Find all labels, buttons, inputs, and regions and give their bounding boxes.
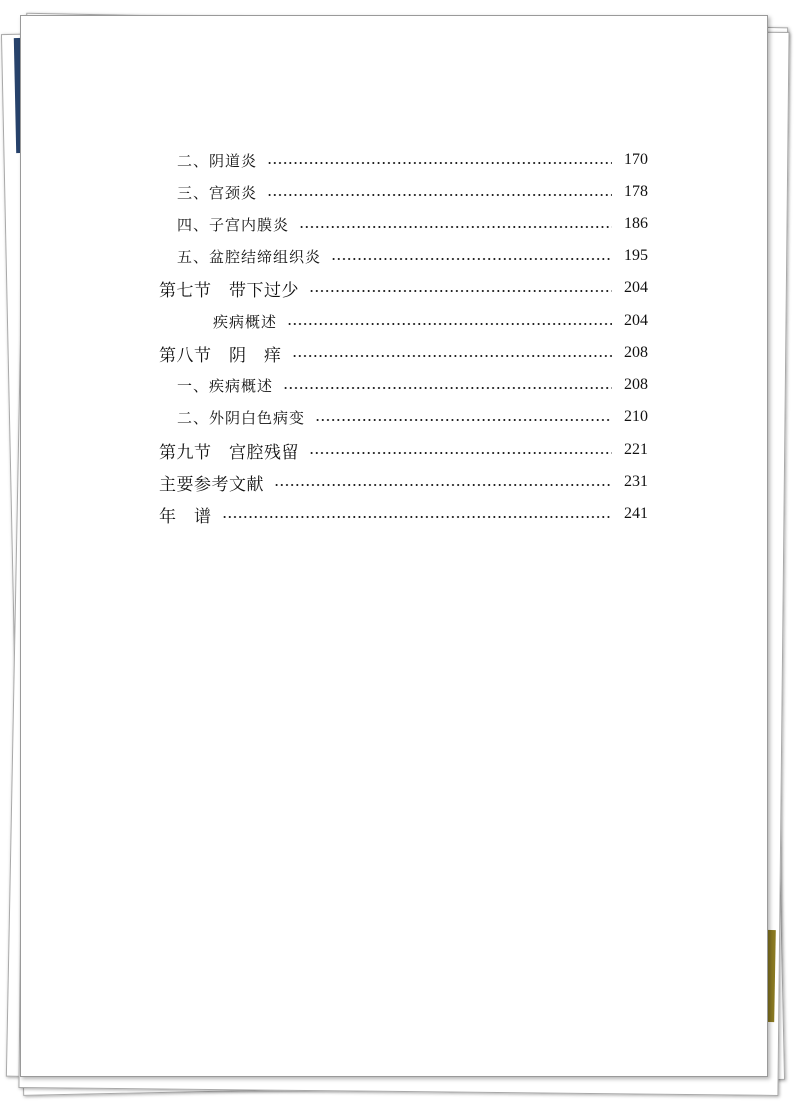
toc-leader-dots [274,484,612,486]
toc-entry[interactable] [21,403,767,431]
toc-entry[interactable] [21,371,767,399]
toc-leader-dots [287,323,612,325]
toc-page-number: 186 [624,215,648,232]
toc-page-number: 204 [624,312,648,329]
toc-leader-dots [267,194,612,196]
toc-leader-dots [299,226,612,228]
toc-leader-dots [309,290,612,292]
toc-entry-title: 五、盆腔结缔组织炎 [177,247,322,266]
toc-entry-title: 四、子宫内膜炎 [177,215,290,234]
toc-leader-dots [315,419,612,421]
toc-entry-title: 疾病概述 [213,312,278,331]
toc-section-entry[interactable] [21,436,767,464]
document-page [20,15,768,1077]
toc-page-number: 221 [624,441,648,458]
toc-leader-dots [309,452,612,454]
toc-section-entry[interactable] [21,468,767,496]
toc-section-title: 年 谱 [159,506,212,527]
toc-leader-dots [331,258,612,260]
toc-page-number: 231 [624,473,648,490]
toc-page-number: 204 [624,279,648,296]
toc-section-title: 主要参考文献 [159,474,264,495]
toc-leader-dots [267,162,612,164]
toc-page-number: 170 [624,151,648,168]
toc-page-number: 208 [624,376,648,393]
toc-page-number: 241 [624,505,648,522]
toc-entry-title: 三、宫颈炎 [177,183,258,202]
toc-entry-title: 一、疾病概述 [177,376,274,395]
table-of-contents [21,16,767,1076]
toc-entry[interactable] [21,210,767,238]
toc-section-title: 第七节 带下过少 [159,280,299,301]
toc-entry-title: 二、阴道炎 [177,151,258,170]
toc-section-entry[interactable] [21,500,767,528]
toc-entry-title: 二、外阴白色病变 [177,408,306,427]
toc-leader-dots [292,355,613,357]
toc-leader-dots [222,516,613,518]
toc-page-number: 178 [624,183,648,200]
toc-entry[interactable] [21,242,767,270]
toc-page-number: 210 [624,408,648,425]
toc-section-entry[interactable] [21,339,767,367]
toc-entry[interactable] [21,307,767,335]
toc-section-title: 第八节 阴 痒 [159,345,282,366]
toc-entry[interactable] [21,146,767,174]
toc-page-number: 208 [624,344,648,361]
toc-section-entry[interactable] [21,274,767,302]
toc-leader-dots [283,387,612,389]
toc-page-number: 195 [624,247,648,264]
toc-section-title: 第九节 宫腔残留 [159,442,299,463]
toc-entry[interactable] [21,178,767,206]
